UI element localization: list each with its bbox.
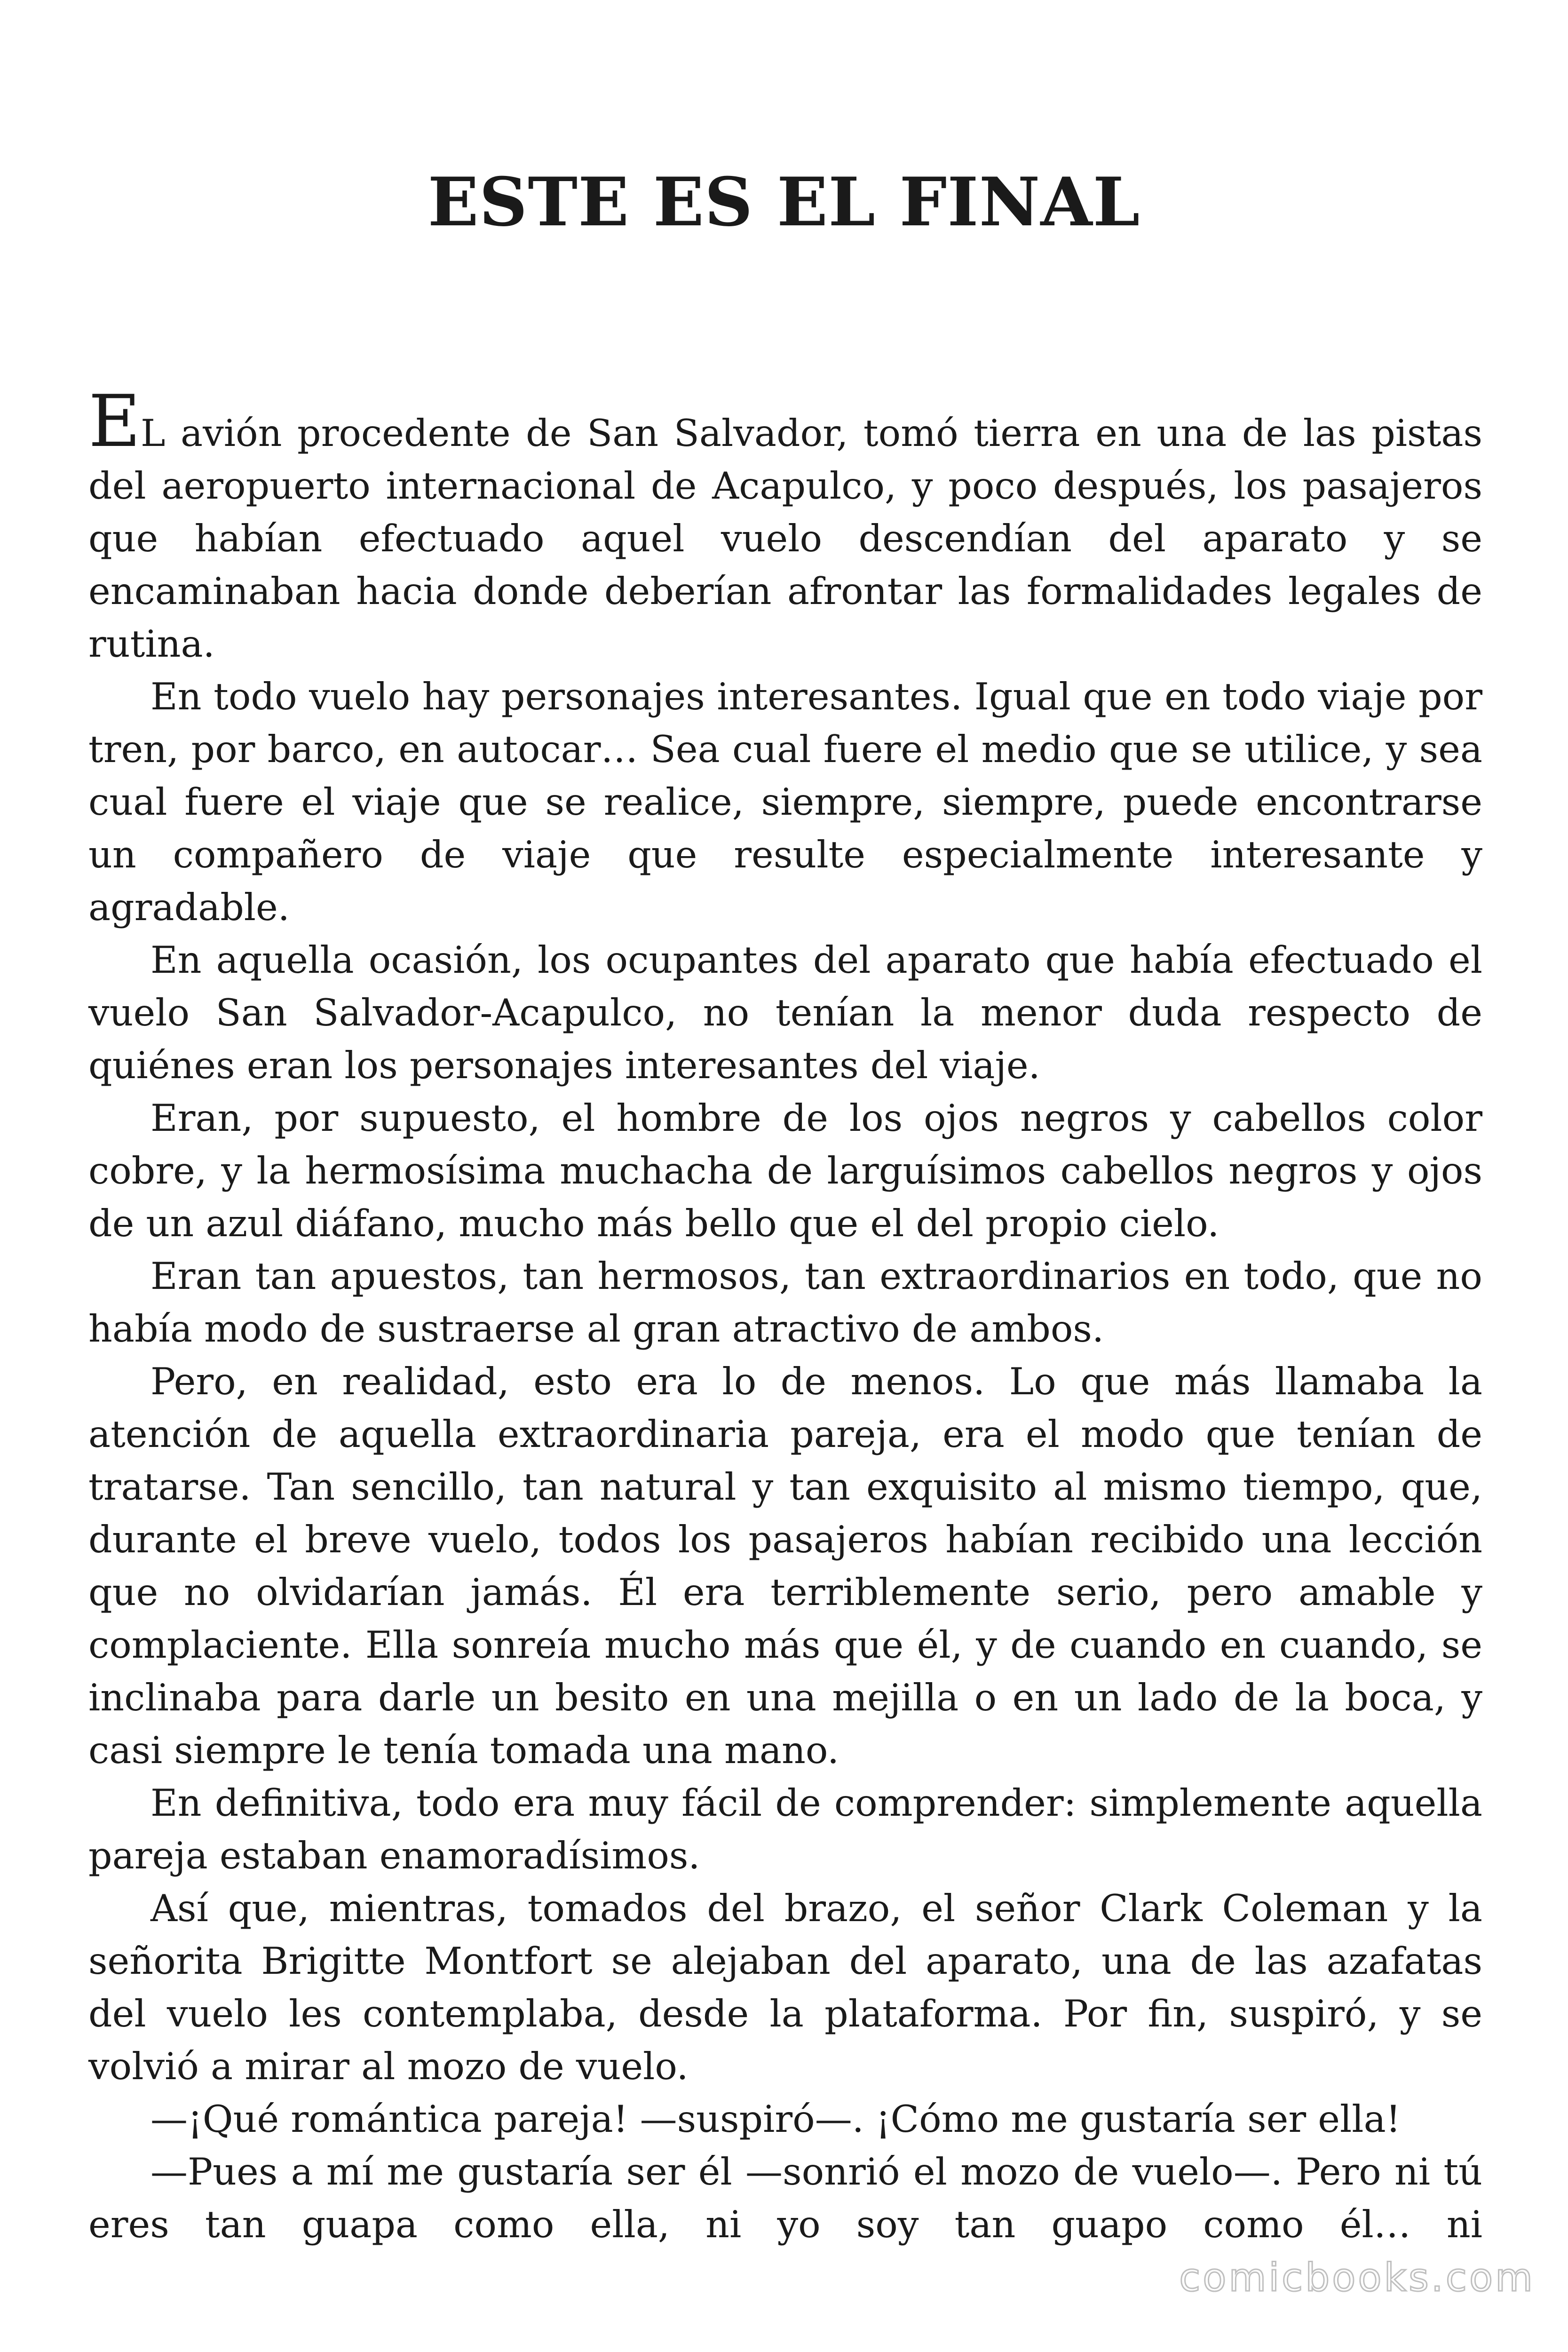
paragraph-1 [88, 380, 1482, 670]
paragraph-5: Eran tan apuestos, tan hermosos, tan extraordinarios en todo, que no había modo de sustraerse al gran atractivo de ambos. [88, 1255, 1482, 1351]
paragraph-1-text: L avión procedente de San Salvador, tomó tierra en una de las pistas del aeropuerto internacional de Acapulco, y poco después, los pasajeros que habían efectuado aquel vuelo descendían del aparato y se encaminaban hacia donde deberían afrontar las formalidades legales de rutina. [88, 412, 1482, 666]
watermark-logo: comicbooks.com [1179, 2256, 1535, 2300]
chapter-body [88, 380, 1482, 2251]
paragraph-9: —¡Qué romántica pareja! —suspiró—. ¡Cómo me gustaría ser ella! [150, 2098, 1401, 2141]
drop-cap: E [88, 380, 141, 463]
paragraph-4: Eran, por supuesto, el hombre de los ojos negros y cabellos color cobre, y la hermosísima muchacha de larguísimos cabellos negros y ojos de un azul diáfano, mucho más bello que el del propio cielo. [88, 1097, 1482, 1245]
paragraph-6: Pero, en realidad, esto era lo de menos. Lo que más llamaba la atención de aquella extraordinaria pareja, era el modo que tenían de tratarse. Tan sencillo, tan natural y tan exquisito al mismo tiempo, que, durante el breve vuelo, todos los pasajeros habían recibido una lección que no olvidarían jamás. Él era terriblemente serio, pero amable y complaciente. Ella sonreía mucho más que él, y de cuando en cuando, se inclinaba para darle un besito en una mejilla o en un lado de la boca, y casi siempre le tenía tomada una mano. [88, 1360, 1482, 1772]
paragraph-7: En definitiva, todo era muy fácil de comprender: simplemente aquella pareja estaban enamoradísimos. [88, 1781, 1482, 1877]
chapter-title: ESTE ES EL FINAL [428, 163, 1140, 241]
paragraph-2: En todo vuelo hay personajes interesantes. Igual que en todo viaje por tren, por barco, en autocar… Sea cual fuere el medio que se utilice, y sea cual fuere el viaje que se realice, siempre, siempre, puede encontrarse un compañero de viaje que resulte especialmente interesante y agradable. [88, 675, 1482, 929]
paragraph-8: Así que, mientras, tomados del brazo, el señor Clark Coleman y la señorita Brigitte Montfort se alejaban del aparato, una de las azafatas del vuelo les contemplaba, desde la plataforma. Por fin, suspiró, y se volvió a mirar al mozo de vuelo. [88, 1887, 1482, 2088]
paragraph-3: En aquella ocasión, los ocupantes del aparato que había efectuado el vuelo San Salvador-Acapulco, no tenían la menor duda respecto de quiénes eran los personajes interesantes del viaje. [88, 938, 1482, 1087]
paragraph-10: —Pues a mí me gustaría ser él —sonrió el mozo de vuelo—. Pero ni tú eres tan guapa como ella, ni yo soy tan guapo como él… ni [88, 2150, 1482, 2246]
